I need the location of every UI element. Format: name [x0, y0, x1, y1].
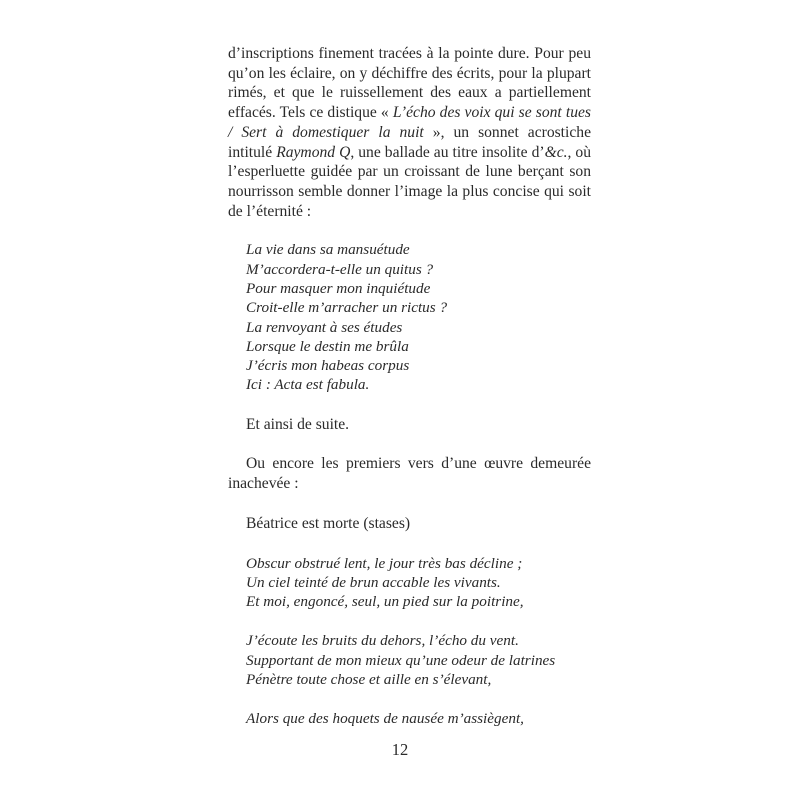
poem-stanza-1	[228, 554, 591, 612]
poem-line: Alors que des hoquets de nausée m’assiègent,	[246, 710, 524, 728]
poem-line: M’accordera-t-elle un quitus ?	[246, 260, 434, 278]
poem-line: Lorsque le destin me brûla	[246, 337, 409, 355]
poem-stanza-2	[228, 631, 591, 689]
poem-line: La vie dans sa mansuétude	[246, 241, 410, 259]
poem-line: J’écoute les bruits du dehors, l’écho du vent.	[246, 632, 519, 650]
poem-line: Pénètre toute chose et aille en s’élevant,	[246, 671, 492, 688]
poem-line: Supportant de mon mieux qu’une odeur de latrines	[246, 651, 556, 669]
page-body	[228, 44, 591, 729]
poem-line: La renvoyant à ses études	[246, 318, 403, 336]
or-again-paragraph: Ou encore les premiers vers d’une œuvre demeurée inachevée :	[228, 455, 591, 493]
intro-text-2: », un sonnet acrostiche intitulé	[228, 123, 591, 161]
poem-line: Ici : Acta est fabula.	[246, 376, 370, 394]
intro-text-3: , une ballade au titre insolite d’	[350, 143, 545, 161]
page-number: 12	[391, 740, 409, 759]
and-so-on-text: Et ainsi de suite.	[246, 415, 350, 433]
intro-paragraph	[228, 44, 591, 221]
intro-text-1: d’inscriptions finement tracées à la pointe dure. Pour peu qu’on les éclaire, on y déchiffre des écrits, pour la plupart rimés, et que le ruissellement des eaux a partiellement effacés. Tels ce distique «	[228, 45, 591, 122]
ballad-title: &c.	[544, 143, 568, 161]
poem-line: Pour masquer mon inquiétude	[246, 279, 431, 297]
distich-quote: L’écho des voix qui se sont tues / Sert à domestiquer la nuit	[228, 104, 591, 141]
poem-acrostic	[228, 240, 591, 394]
sonnet-title: Raymond Q	[276, 143, 351, 161]
poem-line: J’écris mon habeas corpus	[246, 357, 410, 375]
poem-stanza-3	[228, 709, 591, 728]
poem-line: Croit-elle m’arracher un rictus ?	[246, 299, 448, 317]
intro-text-4: , où l’esperluette guidée par un croissant de lune berçant son nourrisson semble donner l’image la plus concise qui soit de l’éternité :	[228, 143, 592, 220]
poem-line: Et moi, engoncé, seul, un pied sur la poitrine,	[246, 593, 524, 611]
poem-line: Un ciel teinté de brun accable les vivants.	[246, 573, 501, 591]
poem-title: Béatrice est morte (stases)	[246, 514, 411, 532]
poem-line: Obscur obstrué lent, le jour très bas décline ;	[246, 554, 523, 572]
